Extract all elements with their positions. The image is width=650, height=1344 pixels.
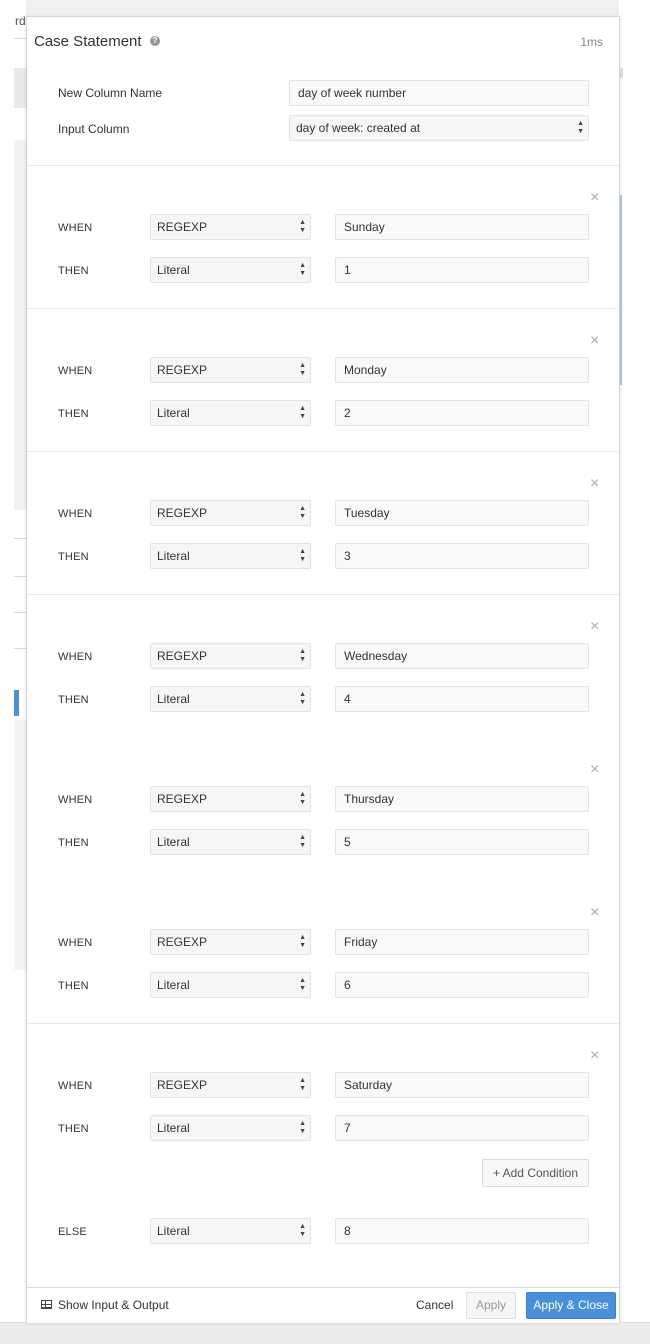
when-value-input[interactable]: Wednesday	[335, 643, 589, 669]
then-label: THEN	[58, 837, 89, 849]
condition-divider	[27, 1023, 619, 1024]
then-type-select[interactable]	[150, 257, 311, 283]
else-type-select[interactable]	[150, 1218, 311, 1244]
then-type-select[interactable]	[150, 400, 311, 426]
then-value-input[interactable]: 3	[335, 543, 589, 569]
when-operator-value: REGEXP	[157, 649, 208, 663]
show-input-output-button[interactable]: Show Input & Output	[58, 1298, 169, 1312]
select-caret-icon: ▲ ▼	[299, 548, 306, 563]
then-type-value: Literal	[157, 549, 190, 563]
when-label: WHEN	[58, 508, 93, 520]
background-edge-text: rd	[15, 14, 26, 28]
background-divider	[14, 538, 26, 539]
when-value-input[interactable]: Thursday	[335, 786, 589, 812]
when-label: WHEN	[58, 937, 93, 949]
select-caret-icon: ▲ ▼	[299, 1077, 306, 1092]
background-selection	[14, 690, 19, 716]
then-label: THEN	[58, 694, 89, 706]
remove-condition-icon[interactable]: ×	[590, 618, 600, 635]
background-divider	[14, 38, 26, 39]
then-type-select[interactable]	[150, 543, 311, 569]
input-column-label: Input Column	[58, 122, 130, 136]
when-label: WHEN	[58, 222, 93, 234]
then-type-value: Literal	[157, 1121, 190, 1135]
then-type-value: Literal	[157, 263, 190, 277]
when-operator-value: REGEXP	[157, 1078, 208, 1092]
select-caret-icon: ▲ ▼	[299, 219, 306, 234]
select-caret-icon: ▲ ▼	[299, 262, 306, 277]
then-label: THEN	[58, 1123, 89, 1135]
then-value-input[interactable]: 6	[335, 972, 589, 998]
then-value-input[interactable]: 7	[335, 1115, 589, 1141]
dialog-header	[27, 17, 619, 65]
then-value-input[interactable]: 4	[335, 686, 589, 712]
background-divider	[14, 576, 26, 577]
then-type-value: Literal	[157, 406, 190, 420]
when-label: WHEN	[58, 1080, 93, 1092]
then-label: THEN	[58, 551, 89, 563]
select-caret-icon: ▲ ▼	[299, 1223, 306, 1238]
then-label: THEN	[58, 408, 89, 420]
timing-label: 1ms	[580, 35, 603, 49]
new-column-name-label: New Column Name	[58, 86, 163, 100]
then-value-input[interactable]: 2	[335, 400, 589, 426]
case-statement-dialog	[26, 16, 620, 1322]
then-value-input[interactable]: 1	[335, 257, 589, 283]
when-operator-select[interactable]	[150, 929, 311, 955]
select-caret-icon: ▲ ▼	[299, 834, 306, 849]
when-value-input[interactable]: Sunday	[335, 214, 589, 240]
when-operator-select[interactable]	[150, 643, 311, 669]
apply-and-close-button[interactable]: Apply & Close	[526, 1292, 616, 1319]
when-operator-select[interactable]	[150, 357, 311, 383]
when-operator-select[interactable]	[150, 786, 311, 812]
then-type-select[interactable]	[150, 829, 311, 855]
when-value-input[interactable]: Monday	[335, 357, 589, 383]
select-caret-icon: ▲ ▼	[577, 120, 584, 135]
select-caret-icon: ▲ ▼	[299, 505, 306, 520]
help-icon[interactable]: ?	[150, 36, 160, 46]
then-type-value: Literal	[157, 835, 190, 849]
input-column-select[interactable]	[289, 115, 589, 141]
when-label: WHEN	[58, 651, 93, 663]
remove-condition-icon[interactable]: ×	[590, 475, 600, 492]
new-column-name-input[interactable]: day of week number	[289, 80, 589, 106]
select-caret-icon: ▲ ▼	[299, 648, 306, 663]
else-label: ELSE	[58, 1226, 87, 1238]
input-column-value: day of week: created at	[296, 121, 421, 135]
then-type-select[interactable]	[150, 686, 311, 712]
when-operator-value: REGEXP	[157, 506, 208, 520]
background-divider	[14, 648, 26, 649]
then-type-select[interactable]	[150, 972, 311, 998]
when-operator-value: REGEXP	[157, 935, 208, 949]
background-divider	[14, 612, 26, 613]
background-app-right	[619, 0, 650, 1344]
select-caret-icon: ▲ ▼	[299, 934, 306, 949]
when-operator-select[interactable]	[150, 500, 311, 526]
background-panel	[14, 68, 26, 108]
dialog-footer	[27, 1287, 619, 1323]
background-panel	[14, 140, 26, 510]
then-label: THEN	[58, 980, 89, 992]
then-type-select[interactable]	[150, 1115, 311, 1141]
when-value-input[interactable]: Friday	[335, 929, 589, 955]
table-icon	[41, 1300, 52, 1309]
condition-divider	[27, 308, 619, 309]
when-operator-select[interactable]	[150, 1072, 311, 1098]
then-type-value: Literal	[157, 978, 190, 992]
select-caret-icon: ▲ ▼	[299, 791, 306, 806]
select-caret-icon: ▲ ▼	[299, 1120, 306, 1135]
then-label: THEN	[58, 265, 89, 277]
select-caret-icon: ▲ ▼	[299, 977, 306, 992]
apply-button[interactable]: Apply	[466, 1292, 516, 1319]
background-panel	[14, 720, 26, 970]
then-type-value: Literal	[157, 692, 190, 706]
else-value-input[interactable]: 8	[335, 1218, 589, 1244]
select-caret-icon: ▲ ▼	[299, 691, 306, 706]
select-caret-icon: ▲ ▼	[299, 405, 306, 420]
remove-condition-icon[interactable]: ×	[590, 761, 600, 778]
when-label: WHEN	[58, 365, 93, 377]
else-type-value: Literal	[157, 1224, 190, 1238]
when-operator-value: REGEXP	[157, 220, 208, 234]
background-bottom-bar	[0, 1322, 650, 1344]
when-value-input[interactable]: Saturday	[335, 1072, 589, 1098]
remove-condition-icon[interactable]: ×	[590, 189, 600, 206]
section-divider	[27, 165, 619, 166]
add-condition-button[interactable]: + Add Condition	[482, 1159, 589, 1187]
select-caret-icon: ▲ ▼	[299, 362, 306, 377]
remove-condition-icon[interactable]: ×	[590, 904, 600, 921]
when-label: WHEN	[58, 794, 93, 806]
then-value-input[interactable]: 5	[335, 829, 589, 855]
remove-condition-icon[interactable]: ×	[590, 1047, 600, 1064]
cancel-button[interactable]: Cancel	[416, 1298, 454, 1312]
when-operator-select[interactable]	[150, 214, 311, 240]
when-value-input[interactable]: Tuesday	[335, 500, 589, 526]
dialog-title: Case Statement	[34, 33, 142, 50]
condition-divider	[27, 451, 619, 452]
when-operator-value: REGEXP	[157, 363, 208, 377]
condition-divider	[27, 594, 619, 595]
remove-condition-icon[interactable]: ×	[590, 332, 600, 349]
when-operator-value: REGEXP	[157, 792, 208, 806]
